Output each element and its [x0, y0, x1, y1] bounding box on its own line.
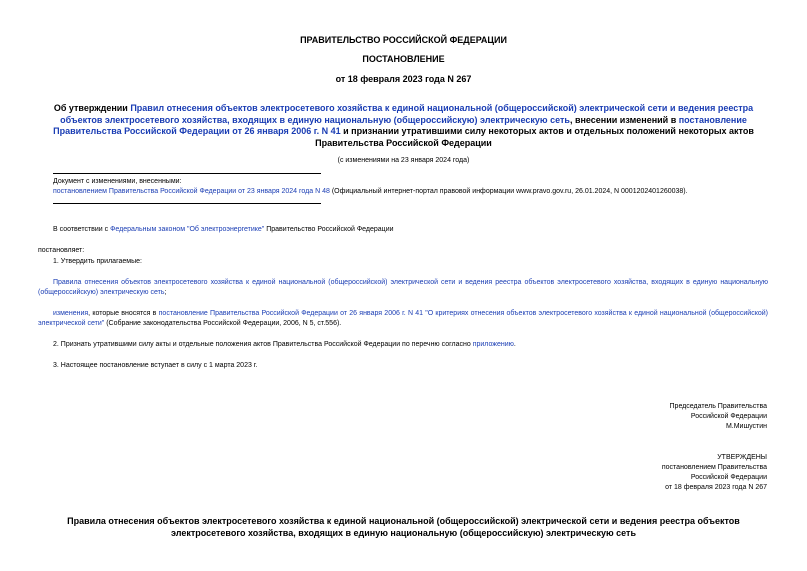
signature-block [567, 402, 767, 432]
basis-suffix: Правительство Российской Федерации [264, 226, 394, 233]
basis-paragraph [38, 225, 768, 235]
changes-block [53, 177, 688, 197]
document-title [50, 103, 757, 149]
decrees-word: постановляет: [38, 247, 85, 254]
approval-by: постановлением Правительства [661, 464, 767, 471]
item-1: 1. Утвердить прилагаемые: [53, 258, 142, 265]
edition-note: (с изменениями на 23 января 2024 года) [337, 157, 470, 164]
item-2-suffix: . [513, 341, 516, 348]
signature-position: Председатель Правительства [669, 403, 767, 410]
changes-source: (Официальный интернет-портал правовой информации www.pravo.gov.ru, 26.01.2024, N 0001202401260038). [329, 188, 688, 195]
doc-type-heading: ПОСТАНОВЛЕНИЕ [362, 54, 445, 64]
signature-name: М.Мишустин [725, 423, 767, 430]
title-middle: , внесении изменений в [569, 114, 679, 125]
changes-line [53, 187, 688, 197]
rules-suffix: ; [164, 289, 167, 296]
approval-block [567, 453, 767, 493]
resolution-41-title-link[interactable]: постановление Правительства Российской Федерации от 26 января 2006 г. N 41 [53, 114, 747, 136]
approval-date: от 18 февраля 2023 года N 267 [665, 484, 767, 491]
title-prefix: Об утверждении [53, 103, 131, 113]
changes-intro: Документ с изменениями, внесенными: [53, 178, 182, 185]
title-suffix: и признании утратившими силу некоторых актов и отдельных положений некоторых актов Правительства Российской Федерации [315, 126, 754, 148]
rules-link[interactable]: Правила отнесения объектов электросетевого хозяйства к единой национальной (общероссийской) электрической сети и ведения реестра объектов электросетевого хозяйства, входящих в единую национальную (общероссийскую) электрическую сеть [38, 279, 768, 296]
government-heading: ПРАВИТЕЛЬСТВО РОССИЙСКОЙ ФЕДЕРАЦИИ [300, 35, 507, 45]
divider-bottom [53, 203, 321, 204]
approval-word: УТВЕРЖДЕНЫ [717, 454, 767, 461]
item-2 [53, 340, 516, 350]
changes-mid: , которые вносятся в [88, 310, 159, 317]
approval-country: Российской Федерации [690, 474, 767, 481]
item-2-text: 2. Признать утратившими силу акты и отдельные положения актов Правительства Российской Федерации по перечню согласно [53, 341, 473, 348]
energy-law-link[interactable]: Федеральным законом "Об электроэнергетике" [110, 226, 265, 233]
changes-paragraph [38, 309, 768, 329]
divider-top [53, 173, 321, 174]
rules-paragraph [38, 278, 768, 298]
appendix-link[interactable]: приложению [472, 341, 514, 348]
changes-suffix: (Собрание законодательства Российской Федерации, 2006, N 5, ст.556). [104, 320, 342, 327]
resolution-41-link[interactable]: постановление Правительства Российской Федерации от 26 января 2006 г. N 41 "О критериях отнесения объектов электросетевого хозяйства к единой национальной (общероссийской) электрической сети" [38, 310, 768, 327]
signature-country: Российской Федерации [690, 413, 767, 420]
rules-title-link[interactable]: Правил отнесения объектов электросетевого хозяйства к единой национальной (общероссийской) электрической сети и ведения реестра объектов электросетевого хозяйства, входящих в единую национальную (общероссийскую) электрическую сеть [60, 103, 754, 125]
changes-link[interactable]: изменения [53, 310, 89, 317]
rules-heading: Правила отнесения объектов электросетевого хозяйства к единой национальной (общероссийской) электрической сети и ведения реестра объектов электросетевого хозяйства, входящих в единую национальную (общероссийскую) электрическую сеть [67, 516, 740, 538]
basis-prefix: В соответствии с [53, 226, 111, 233]
date-number-heading: от 18 февраля 2023 года N 267 [335, 74, 472, 84]
item-3: 3. Настоящее постановление вступает в силу с 1 марта 2023 г. [53, 362, 258, 369]
changes-resolution-link[interactable]: постановлением Правительства Российской Федерации от 23 января 2024 года N 48 [53, 188, 330, 195]
